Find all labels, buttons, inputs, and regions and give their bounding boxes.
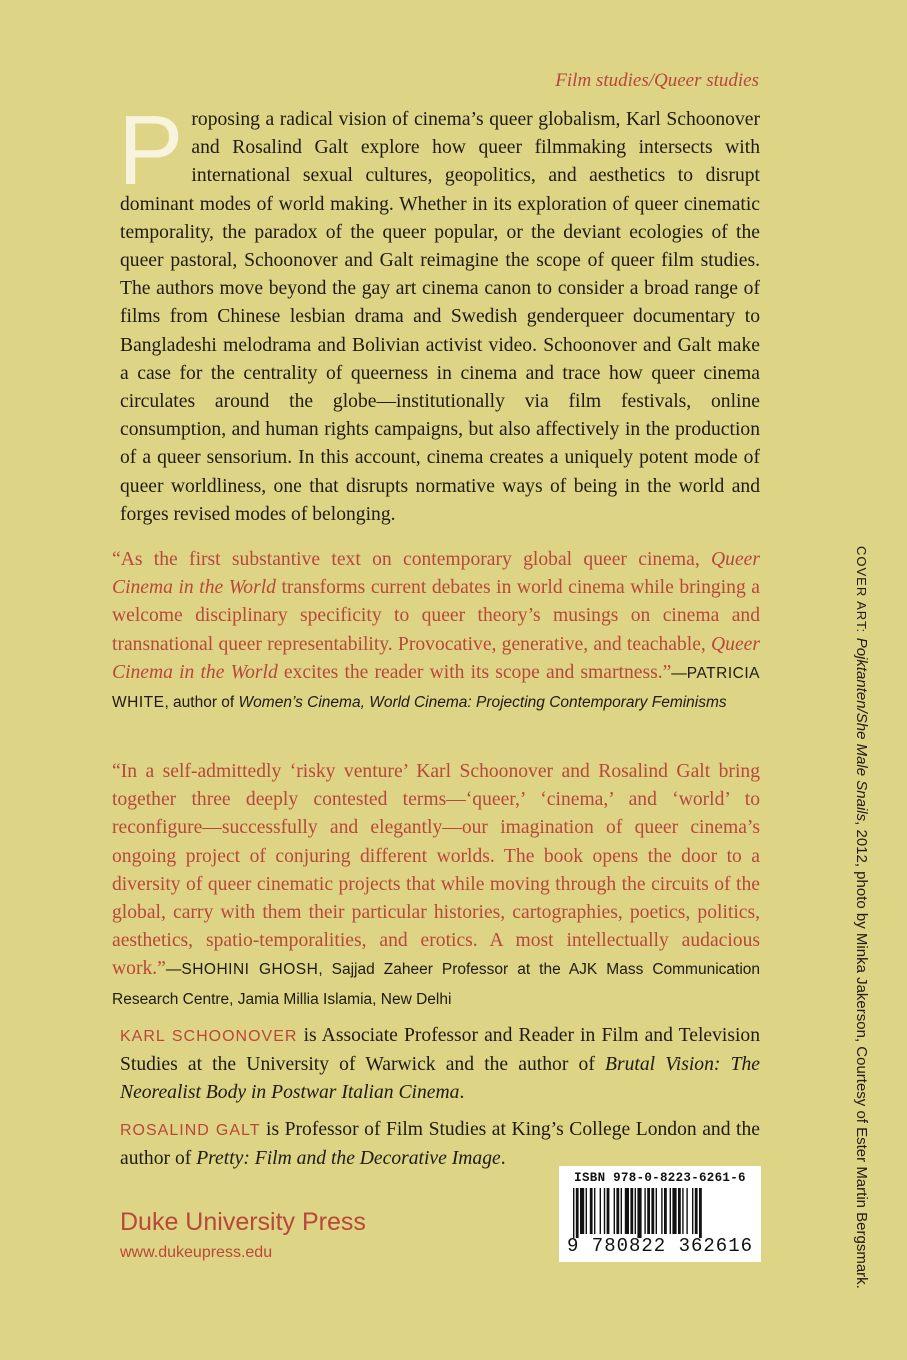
quote1-author: PATRICIA WHITE <box>112 664 760 712</box>
quote2-author: SHOHINI GHOSH <box>181 961 319 979</box>
barcode-bar <box>621 1188 622 1234</box>
barcode-number: 9 780822 362616 <box>566 1235 754 1257</box>
author-bio-galt <box>120 1116 760 1173</box>
barcode-bar <box>594 1188 595 1234</box>
barcode-bar <box>661 1188 662 1234</box>
credit-artwork-title: Pojktanten/She Male Snails <box>853 637 870 822</box>
quote1-affiliation: , author of <box>164 694 239 712</box>
quote1-author-book: Women’s Cinema, World Cinema: Projecting Contemporary Feminisms <box>238 694 727 712</box>
endorsement-quote-ghosh <box>112 758 760 1014</box>
barcode-bar <box>682 1188 683 1234</box>
barcode-bar <box>672 1188 676 1234</box>
barcode-bar <box>664 1188 667 1234</box>
quote1-text-b: transforms current debates in world cinema while bringing a welcome disciplinary specificity to queer theory’s musings on cinema and transnational queer representability. Provocative, generative, and teachable, <box>112 577 760 655</box>
quote1-text-a: “As the first substantive text on contemporary global queer cinema, <box>112 549 712 570</box>
barcode-bar <box>576 1188 579 1238</box>
barcode-bar <box>635 1188 636 1234</box>
barcode-bar <box>670 1188 671 1234</box>
quote2-dash: — <box>165 961 182 979</box>
bio2-text: is Professor of Film Studies at King’s College London and the author of <box>120 1119 760 1170</box>
barcode-bar <box>573 1188 574 1238</box>
quote1-dash: — <box>671 664 687 682</box>
author-bio-schoonover <box>120 1022 760 1108</box>
barcode-bar <box>600 1188 601 1234</box>
publisher-name: Duke University Press <box>120 1208 366 1236</box>
barcode-bar <box>695 1188 698 1234</box>
bio2-name: ROSALIND GALT <box>120 1122 261 1139</box>
barcode-bar <box>614 1188 615 1234</box>
book-description <box>118 95 760 529</box>
barcode-bar <box>647 1188 650 1234</box>
barcode-bar <box>616 1188 619 1234</box>
barcode-bar <box>637 1188 641 1238</box>
bio1-book: Brutal Vision: The Neorealist Body in Postwar Italian Cinema <box>120 1054 760 1104</box>
quote1-book-title-a: Queer Cinema in the World <box>112 549 760 599</box>
endorsement-quote-white <box>112 546 760 717</box>
credit-label: COVER ART: <box>854 546 869 638</box>
barcode-bar <box>607 1188 610 1234</box>
barcode-bar <box>590 1188 593 1234</box>
quote2-text: “In a self-admittedly ‘risky venture’ Karl Schoonover and Rosalind Galt bring together three deeply contested terms—‘queer,’ ‘cinema,’ and ‘world’ to reconfigure—successfully and elegantly—our imagination of queer cinema’s ongoing project of conjuring different worlds. The book opens the door to a diversity of queer cinematic projects that while moving through the circuits of the global, carry with them their particular histories, cartographies, poetics, politics, aesthetics, spatio-temporalities, and erotics. A most intellectually audacious work.” <box>112 761 760 980</box>
bio1-end: . <box>459 1082 465 1104</box>
isbn-text: ISBN 978-0-8223-6261-6 <box>574 1171 746 1185</box>
publisher-url: www.dukeupress.edu <box>120 1244 273 1261</box>
barcode-bar <box>604 1188 605 1234</box>
barcode-bar <box>586 1188 587 1234</box>
bio2-book: Pretty: Film and the Decorative Image <box>196 1148 501 1170</box>
cover-art-credit <box>853 546 870 1289</box>
credit-text: , 2012, photo by Minka Jakerson, Courtesy of Ester Martin Bergsmark. <box>853 821 870 1289</box>
quote1-text-c: excites the reader with its scope and smartness.” <box>277 661 672 683</box>
barcode-bar <box>651 1188 654 1234</box>
isbn-barcode <box>559 1166 761 1262</box>
barcode-bar <box>644 1188 645 1234</box>
barcode-bar <box>678 1188 681 1234</box>
bio1-text: is Associate Professor and Reader in Film and Television Studies at the University of Warwick and the author of <box>120 1025 761 1076</box>
description-text: roposing a radical vision of cinema’s queer globalism, Karl Schoonover and Rosalind Galt explore how queer filmmaking intersects with international sexual cultures, geopolitics, and aesthetics to disrupt dominant modes of world making. Whether in its exploration of queer cinematic temporality, the paradox of the queer popular, or the deviant ecologies of the queer pastoral, Schoonover and Galt reimagine the scope of queer film studies. The authors move beyond the gay art cinema canon to consider a broad range of films from Chinese lesbian drama and Swedish genderqueer documentary to Bangladeshi melodrama and Bolivian activist video. Schoonover and Galt make a case for the centrality of queerness in cinema and trace how queer cinema circulates around the globe—institutionally via film festivals, online consumption, and human rights campaigns, but also affectively in the production of a queer sensorium. In this account, cinema creates a uniquely potent mode of queer worldliness, one that disrupts normative ways of being in the world and forges revised modes of belonging. <box>120 109 760 525</box>
quote2-attribution <box>112 961 760 1007</box>
barcode-bar <box>625 1188 629 1234</box>
bio1-name: KARL SCHOONOVER <box>120 1028 298 1045</box>
category-label: Film studies/Queer studies <box>555 70 759 91</box>
barcode-bar <box>699 1188 702 1238</box>
quote1-book-title-b: Queer Cinema in the World <box>112 633 760 683</box>
barcode-bar <box>580 1188 584 1234</box>
drop-cap: P <box>118 95 184 205</box>
quote2-affiliation: , Sajjad Zaheer Professor at the AJK Mass Communication Research Centre, Jamia Millia Islamia, New Delhi <box>112 961 761 1008</box>
barcode-bar <box>630 1188 633 1234</box>
bio2-end: . <box>500 1148 506 1170</box>
barcode-bar <box>656 1188 657 1234</box>
barcode-bars <box>573 1188 747 1238</box>
barcode-bar <box>692 1188 693 1234</box>
barcode-bar <box>686 1188 687 1234</box>
